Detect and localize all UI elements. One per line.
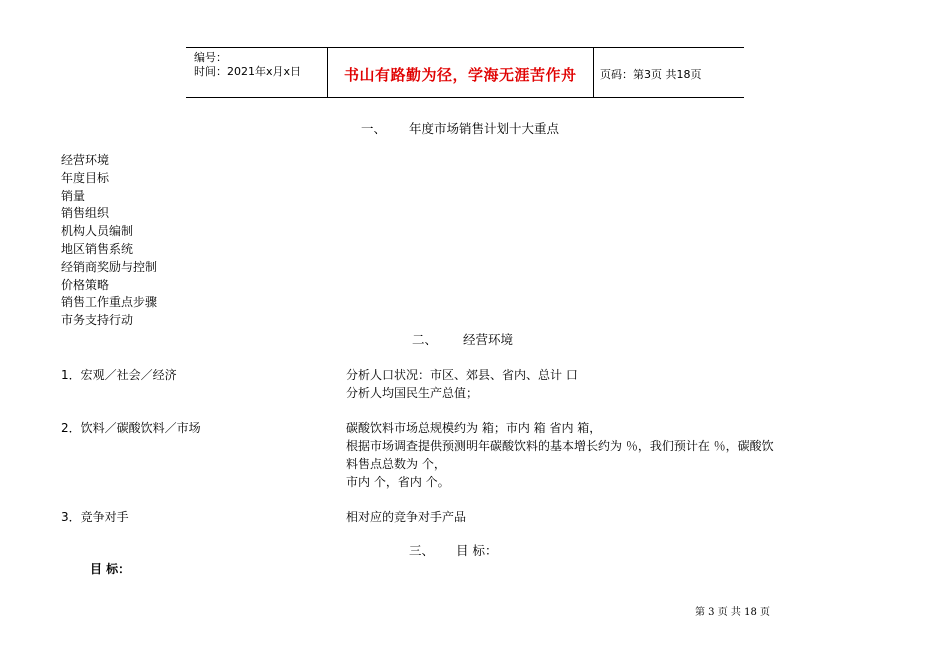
item-line: 分析人均国民生产总值； <box>346 386 479 400</box>
item-line: 碳酸饮料市场总规模约为 箱；市内 箱 省内 箱， <box>346 421 602 435</box>
page-footer: 第 3 页 共 18 页 <box>695 607 770 618</box>
section1-title: 年度市场销售计划十大重点 <box>409 121 560 136</box>
list-item: 经销商奖励与控制 <box>61 259 158 274</box>
goal-label: 目 标： <box>90 562 131 576</box>
list-item: 市务支持行动 <box>61 313 134 328</box>
header-motto: 书山有路勤为径，学海无涯苦作舟 <box>344 66 577 84</box>
item-line: 根据市场调查提供预测明年碳酸饮料的基本增长约为 ％，我们预计在 ％，碳酸饮 <box>346 439 774 453</box>
item-label-competitor: 3．竞争对手 <box>61 510 129 524</box>
list-item: 销量 <box>61 188 86 203</box>
list-item: 年度目标 <box>61 170 110 185</box>
header-divider <box>327 48 328 97</box>
item-line: 相对应的竞争对手产品 <box>346 510 467 524</box>
section3-title: 目 标： <box>456 543 498 558</box>
item-label-macro: 1．宏观／社会／经济 <box>61 368 177 382</box>
list-item: 销售工作重点步骤 <box>61 295 158 310</box>
header-meta <box>194 51 301 79</box>
header-divider <box>593 48 594 97</box>
list-item: 销售组织 <box>61 206 110 221</box>
section3-number: 三、 <box>409 543 435 558</box>
item-label-beverage: 2．饮料／碳酸饮料／市场 <box>61 421 201 435</box>
document-number-label: 编号： <box>194 51 227 64</box>
item-line: 分析人口状况：市区、郊县、省内、总计 口 <box>346 368 578 382</box>
section2-number: 二、 <box>412 332 438 347</box>
item-line: 料售点总数为 个， <box>346 457 446 471</box>
section2-title: 经营环境 <box>463 332 514 347</box>
section1-number: 一、 <box>361 121 387 136</box>
list-item: 经营环境 <box>61 153 110 167</box>
item-line: 市内 个，省内 个。 <box>346 475 450 489</box>
header-page-info: 页码：第3页 共18页 <box>600 68 702 81</box>
document-time-label: 时间：2021年x月x日 <box>194 65 302 78</box>
page-header <box>186 47 744 98</box>
key-points-list <box>61 152 157 330</box>
list-item: 地区销售系统 <box>61 241 134 256</box>
list-item: 价格策略 <box>61 277 110 292</box>
list-item: 机构人员编制 <box>61 224 134 239</box>
